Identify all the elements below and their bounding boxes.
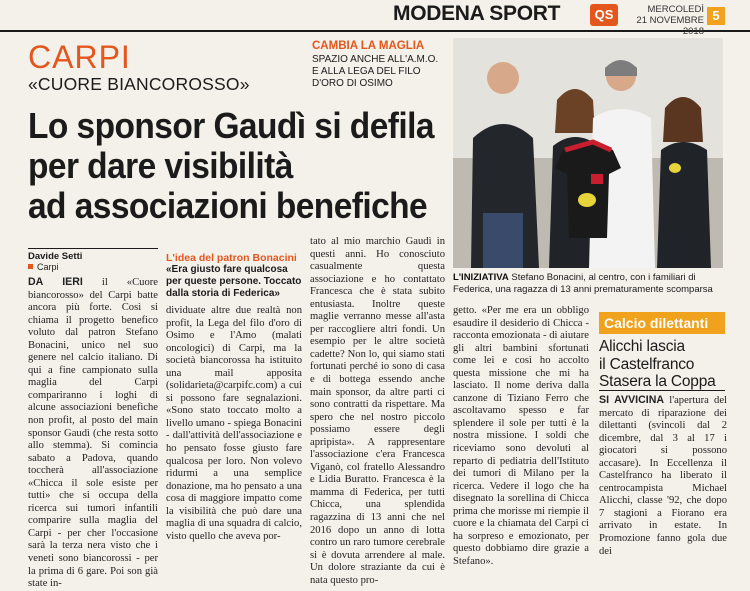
article-column-3: tato al mio marchio Gaudì in questi anni. Ho conosciuto casualmente questa associazione e ho contattato Francesca che è stata subito entusiasta. Inoltre queste maglie verranno messe all'asta per raccogliere altri fondi. Un esempio per le altre società cadette? Non lo, qui siamo stati fortunati perché io sono di casa e di bottega essendo anche main sponsor, da altre parti ci sono contratti da rispettare. Ma spero che nel nostro piccolo possiamo essere degli apripista». A rappresentare l'associazione c'era Francesca Viganò, col fratello Alessandro e Lidia Buratto. Francesca è la mamma di Federica, per tutti Chicca, una splendida ragazzina di 13 anni che nel 2016 dopo un anno di lotta contro un raro tumore cerebrale si è dovuta arrendere al male. Un dolore straziante da cui è nata questo pro- <box>310 236 445 586</box>
qs-logo: QS <box>590 4 618 26</box>
weekday: MERCOLEDÌ <box>647 4 704 15</box>
article-column-1 <box>28 276 158 590</box>
sidebar-title-line-2: il Castelfranco <box>599 355 695 373</box>
author-place: Carpi <box>28 262 59 272</box>
sidebar-title <box>599 338 727 391</box>
pull-quote: «Era giusto fare qualcosa per queste persone. Toccato dalla storia di Federica» <box>166 264 302 299</box>
kicker: CARPI <box>28 39 131 75</box>
sidebar-lead: SI AVVICINA <box>599 394 664 406</box>
headline-line-1: Lo sponsor Gaudì si defila <box>28 105 434 146</box>
author-name: Davide Setti <box>28 251 83 262</box>
headline-line-2: per dare visibilità <box>28 145 293 186</box>
headline <box>28 105 434 226</box>
article-photo <box>453 38 723 268</box>
issue-date <box>620 4 704 37</box>
sidebar-banner: Calcio dilettanti <box>599 312 725 334</box>
caption-label: L'INIZIATIVA <box>453 272 509 283</box>
article-column-4: getto. «Per me era un obbligo esaudire il desiderio di Chicca - racconta emozionata - di aiutare gli altri bambini sfortunati come lei e così ho accolto questa missione che mi ha lasciato. Il nome deriva dalla canzone di Tiziano Ferro che ascoltavamo spesso e far splendere il sole per tutti è la nostra missione. I soldi che riceviamo sono devoluti al reparto di pediatria dell'Istituto dei tumori di Milano per la ricerca. Vedere il logo che ha disegnato la sorellina di Chicca prima che morisse mi riempie il cuore e la chiamata del Carpi ci ha sorpreso e emozionato, per questo dobbiamo dire grazie a Stefano». <box>453 305 589 567</box>
article-column-2: dividuate altre due realtà non profit, la Lega del filo d'oro di Osimo e l'Amo (malati oncologici) di Carpi, ma la società biancorossa ha istituito una mail apposita (solidarieta@carpifc.com) a cui si possono fare segnalazioni. «Sono stato toccato molto a livello umano - spiega Bonacini - dall'attività dell'associazione e ho pensato fosse giusto fare qualcosa per loro. Non volevo ridurmi a una semplice donazione, ma ho pensato a una cosa di maggiore impatto come la visibilità che può dare una maglia di una squadra di calcio, visto quello che aveva por- <box>166 305 302 542</box>
photo-caption <box>453 272 725 296</box>
author-rule <box>28 248 158 249</box>
sidebar-body <box>599 394 727 557</box>
quote-heading: L'idea del patron Bonacini <box>166 252 297 264</box>
column-1-text: il «Cuore biancorosso» del Carpi batte ancora più forte. Così si chiama il progetto benefico voluto dal patron Stefano Bonacini, unico nel suo genere nel calcio italiano. Di qui a fine campionato sulla maglia del Carpi compariranno i loghi di alcune associazioni benefiche non profit, al posto del main sponsor Gaudì (che resta sotto allo stemma). Si comincia sabato a Padova, quando toccherà all'associazione «Chicca il sole esiste per tutti» che si occupa della ricerca sui tumori infantili comparire sulla maglia del Carpi - per cher l'occasione sarà la terza nera visto che i veneti sono biancorossi - per la prima di 6 gare. Poi son già state in- <box>28 277 158 590</box>
sidebar-rule <box>599 390 725 391</box>
side-heading: CAMBIA LA MAGLIA <box>312 40 425 52</box>
section-title: MODENA SPORT <box>393 2 561 25</box>
sidebar-text: l'apertura del mercato di riparazione dei dilettanti (svincoli dal 2 dicembre, dal 3 al 17 i giocatori si possono accasare). In Eccellenza il Castelfranco ha liberato il centrocampista Michael Alicchi, classe '92, che dopo 7 stagioni a Fiorano era arrivato in estate. In Promozione fanno gola due dei <box>599 395 727 557</box>
date-text: 21 NOVEMBRE 2018 <box>636 15 704 37</box>
photo-illustration <box>453 38 723 268</box>
side-text: SPAZIO ANCHE ALL'A.M.O. E ALLA LEGA DEL FILO D'ORO DI OSIMO <box>312 54 439 89</box>
headline-line-3: ad associazioni benefiche <box>28 185 428 226</box>
sidebar-title-line-1: Alicchi lascia <box>599 338 685 355</box>
caption-text: Stefano Bonacini, al centro, con i familiari di Federica, una ragazza di 13 anni prematuramente scomparsa <box>453 272 713 295</box>
lead-in: DA IERI <box>28 276 83 288</box>
sidebar-title-line-3: Stasera la Coppa <box>599 373 716 390</box>
page-number: 5 <box>707 7 725 25</box>
sub-kicker: «CUORE BIANCOROSSO» <box>28 74 250 94</box>
